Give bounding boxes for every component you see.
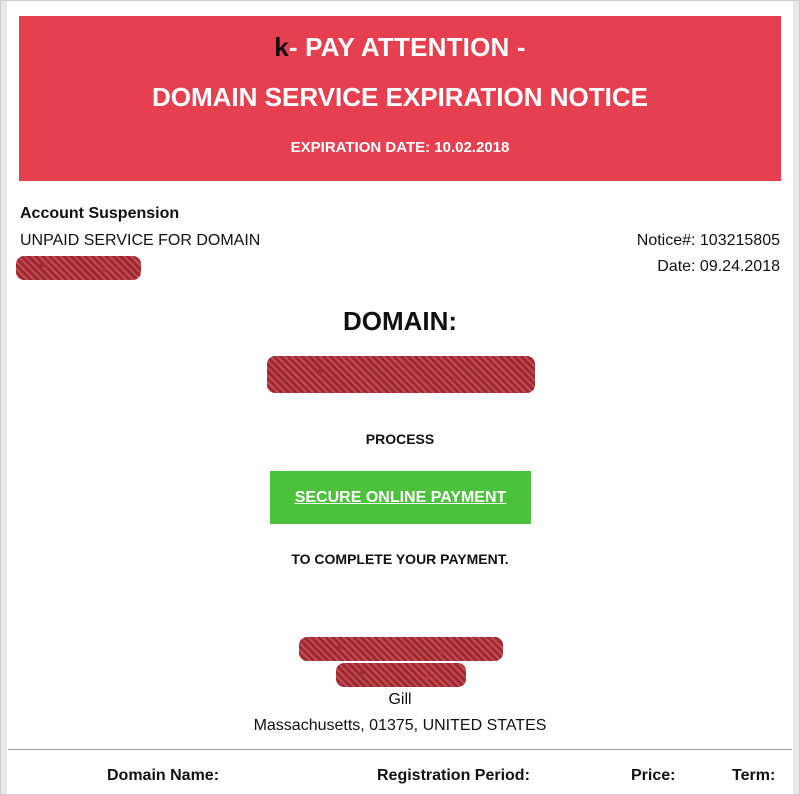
secure-online-payment-button[interactable]: SECURE ONLINE PAYMENT [270,471,531,524]
notice-number: Notice#: 103215805 [636,232,780,249]
banner-prefix-char: k [274,32,289,62]
header-term: Term: [732,767,776,784]
address-region: Massachusetts, 01375, UNITED STATES [253,717,547,734]
address-line2 [0,665,800,683]
expiration-banner [19,16,781,181]
address-line1 [0,639,800,657]
complete-payment-label: TO COMPLETE YOUR PAYMENT. [291,551,509,567]
banner-title-line2: DOMAIN SERVICE EXPIRATION NOTICE [152,82,648,112]
domain-value [0,358,800,389]
unpaid-service-text: UNPAID SERVICE FOR DOMAIN [20,232,261,249]
header-domain-name: Domain Name: [107,767,220,784]
header-price: Price: [631,767,676,784]
notice-date: Date: 09.24.2018 [657,258,780,275]
redacted-domain [20,258,135,276]
process-label: PROCESS [365,431,435,447]
address-city: Gill [388,691,412,708]
redacted-street [340,665,460,683]
account-suspension-title: Account Suspension [20,205,180,222]
header-registration-period: Registration Period: [377,767,530,784]
pay-attention-text: - PAY ATTENTION - [288,32,526,62]
table-divider [8,749,792,750]
account-domain-redacted [20,258,135,276]
expiration-date: EXPIRATION DATE: 10.02.2018 [290,139,510,156]
domain-heading: DOMAIN: [342,306,458,336]
banner-title-line1 [19,32,781,63]
redacted-domain-name [271,358,528,389]
redacted-company [303,639,497,657]
